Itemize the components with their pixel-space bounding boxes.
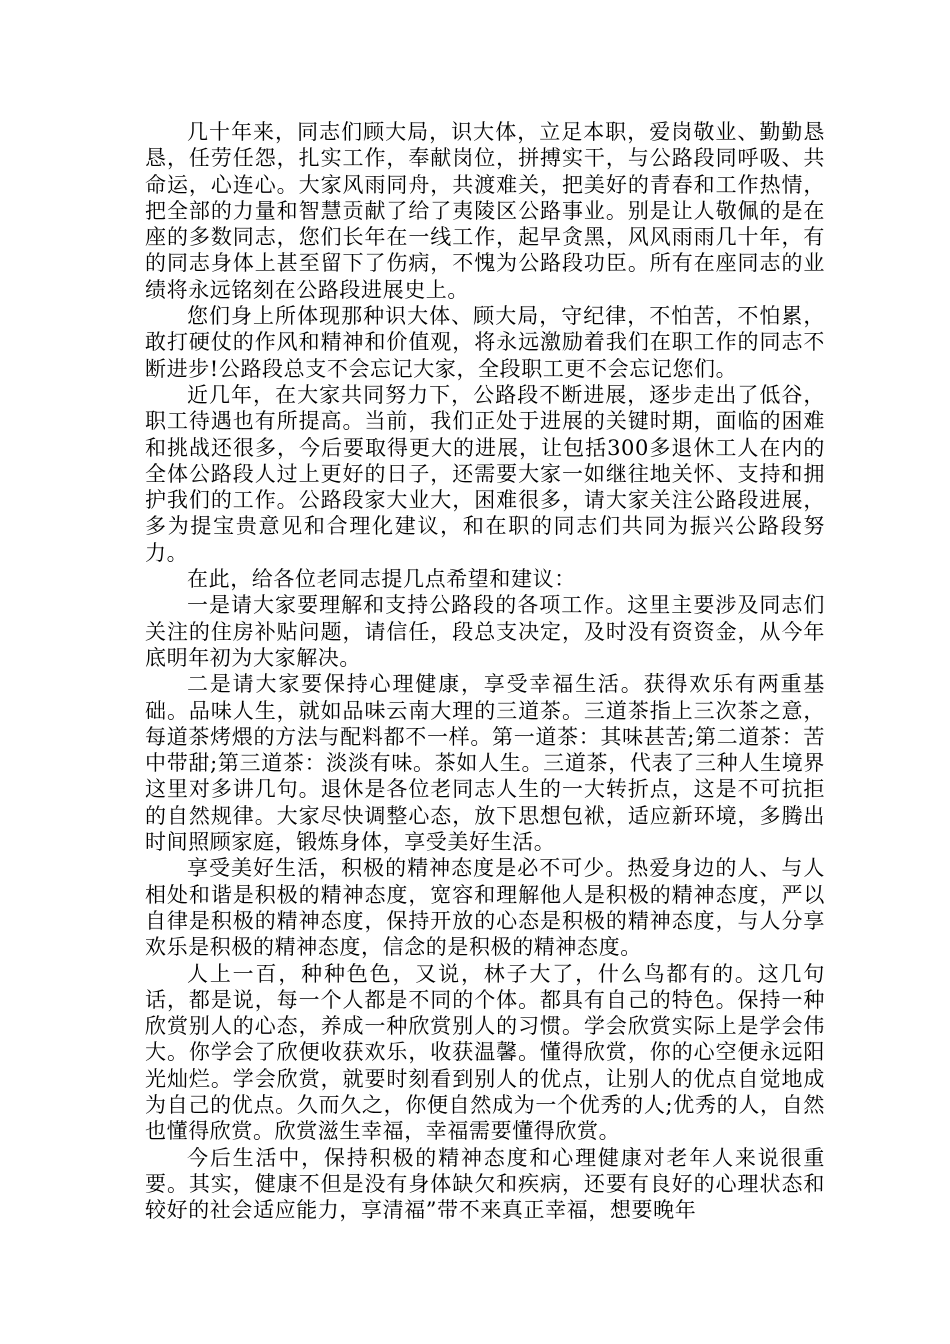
paragraph-2: 您们身上所体现那种识大体、顾大局，守纪律，不怕苦，不怕累，敢打硬仗的作风和精神和价值观，将永远激励着我们在职工作的同志不断进步!公路段总支不会忘记大家，全段职工更不会忘记您们。 <box>145 304 825 381</box>
paragraph-3: 近几年，在大家共同努力下，公路段不断进展，逐步走出了低谷，职工待遇也有所提高。当前，我们正处于进展的关键时期，面临的困难和挑战还很多，今后要取得更大的进展，让包括300多退休工人在内的全体公路段人过上更好的日子，还需要大家一如继往地关怀、支持和拥护我们的工作。公路段家大业大，困难很多，请大家关注公路段进展，多为提宝贵意见和合理化建议，和在职的同志们共同为振兴公路段努力。 <box>145 382 825 565</box>
paragraph-4: 在此，给各位老同志提几点希望和建议： <box>187 567 576 592</box>
paragraph-9: 今后生活中，保持积极的精神态度和心理健康对老年人来说很重要。其实，健康不但是没有身体缺欠和疾病，还要有良好的心理状态和较好的社会适应能力，享清福”带不来真正幸福，想要晚年 <box>145 1145 825 1223</box>
paragraph-7: 享受美好生活，积极的精神态度是必不可少。热爱身边的人、与人相处和谐是积极的精神态度，宽容和理解他人是积极的精神态度，严以自律是积极的精神态度，保持开放的心态是积极的精神态度，与人分享欢乐是积极的精神态度，信念的是积极的精神态度。 <box>145 856 825 960</box>
paragraph-8: 人上一百，种种色色，又说，林子大了，什么鸟都有的。这几句话，都是说，每一个人都是不同的个体。都具有自己的特色。保持一种欣赏别人的心态，养成一种欣赏别人的习惯。学会欣赏实际上是学会伟大。你学会了欣便收获欢乐，收获温馨。懂得欣赏，你的心空便永远阳光灿烂。学会欣赏，就要时刻看到别人的优点，让别人的优点自觉地成为自己的优点。久而久之，你便自然成为一个优秀的人;优秀的人，自然也懂得欣赏。欣赏滋生幸福，幸福需要懂得欣赏。 <box>145 961 825 1144</box>
document-page <box>145 119 825 1223</box>
paragraph-6: 二是请大家要保持心理健康，享受幸福生活。获得欢乐有两重基础。品味人生，就如品味云南大理的三道茶。三道茶指上三次茶之意，每道茶烤煨的方法与配料都不一样。第一道茶：其味甚苦;第二道茶：苦中带甜;第三道茶：淡淡有味。茶如人生。三道茶，代表了三种人生境界这里对多讲几句。退休是各位老同志人生的一大转折点，这是不可抗拒的自然规律。大家尽快调整心态，放下思想包袱，适应新环境，多腾出时间照顾家庭，锻炼身体，享受美好生活。 <box>145 672 825 855</box>
paragraph-1: 几十年来，同志们顾大局，识大体，立足本职，爱岗敬业、勤勤恳恳，任劳任怨，扎实工作，奉献岗位，拼搏实干，与公路段同呼吸、共命运，心连心。大家风雨同舟，共渡难关，把美好的青春和工作热情，把全部的力量和智慧贡献了给了夷陵区公路事业。别是让人敬佩的是在座的多数同志，您们长年在一线工作，起早贪黑，风风雨雨几十年，有的同志身体上甚至留下了伤病，不愧为公路段功臣。所有在座同志的业绩将永远铭刻在公路段进展史上。 <box>145 120 825 302</box>
paragraph-5: 一是请大家要理解和支持公路段的各项工作。这里主要涉及同志们关注的住房补贴问题，请信任，段总支决定，及时没有资资金，从今年底明年初为大家解决。 <box>145 593 825 670</box>
